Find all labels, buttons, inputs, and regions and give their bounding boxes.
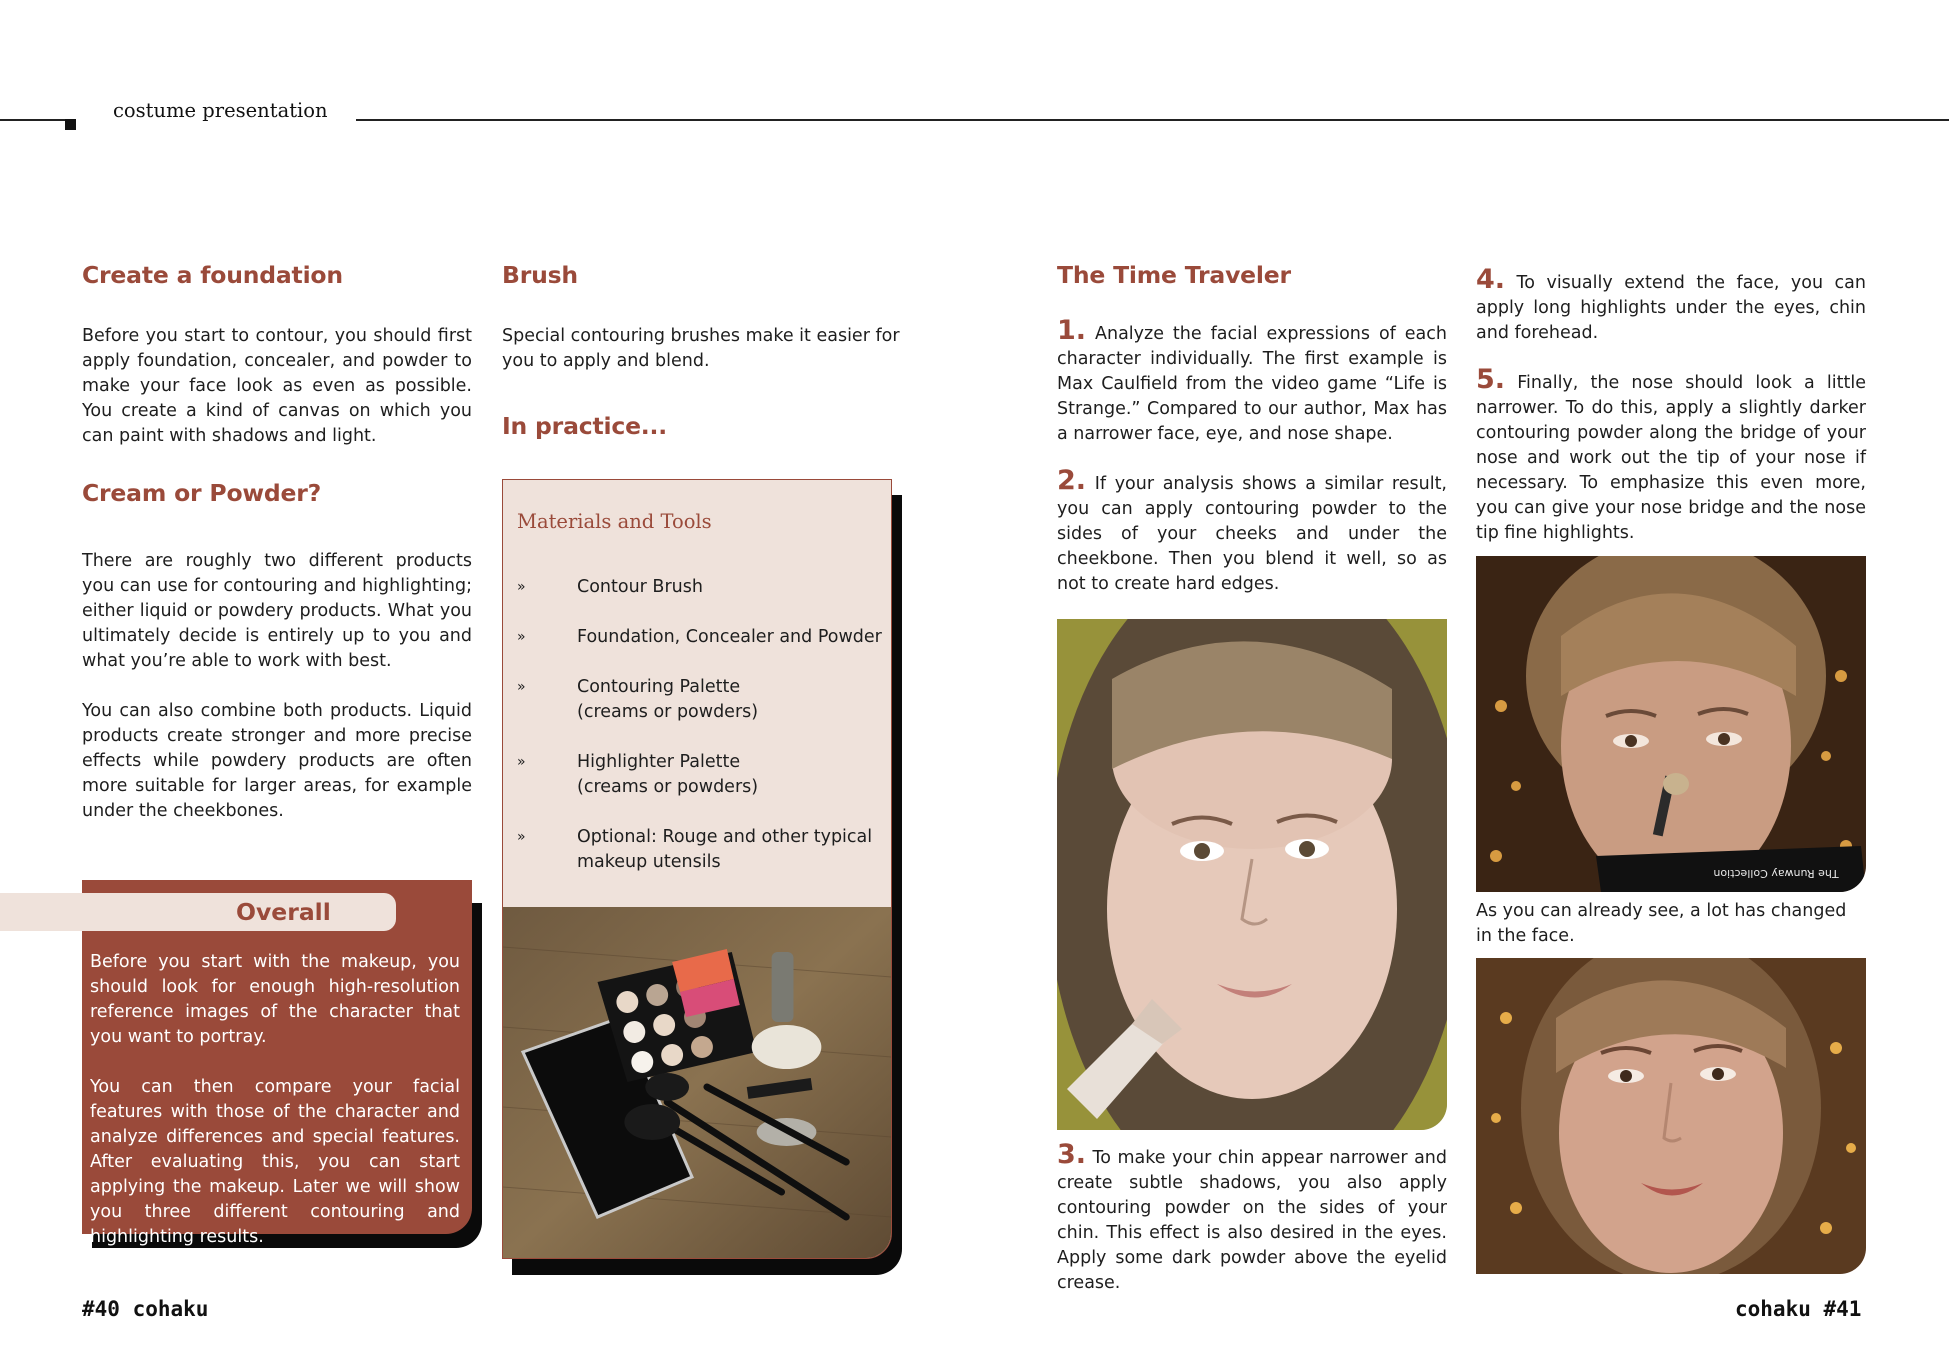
cream-powder-text-2: You can also combine both products. Liquid products create stronger and more precise effects while powdery products are often more suitable for larger areas, for example under the cheekbones. <box>82 701 472 821</box>
step-number: 4. <box>1476 264 1506 295</box>
cream-powder-heading: Cream or Powder? <box>82 479 322 507</box>
step-4 <box>1476 264 1866 346</box>
page-number-right: cohaku #41 <box>1735 1297 1862 1321</box>
page-number-left: #40 cohaku <box>82 1297 209 1321</box>
materials-item-text: Optional: Rouge and other typical <box>577 827 873 847</box>
step-text: Finally, the nose should look a little narrower. To do this, apply a slightly darker contouring powder along the bridge of your nose and work out the tip of your nose if necessary. To emphasize this even more, you can give your nose bridge and the nose tip fine highlights. <box>1476 373 1866 543</box>
step-number: 1. <box>1057 315 1087 346</box>
step-text: Analyze the facial expressions of each character individually. The first example is Max Caulfield from the video game “Life is Strange.” Compared to our author, Max has a narrower face, eye, and nose shape. <box>1057 324 1447 444</box>
brush-heading: Brush <box>502 261 578 289</box>
overall-text-2: You can then compare your facial features with those of the character and analyze differences and special features. After evaluating this, you can start applying the makeup. Later we will show you three different contouring and highlighting results. <box>90 1077 460 1247</box>
section-label: costume presentation <box>113 99 328 122</box>
in-practice-heading: In practice... <box>502 412 667 440</box>
materials-item-text: Contour Brush <box>577 577 703 597</box>
header-rule-right <box>356 119 1949 121</box>
step-3 <box>1057 1139 1447 1296</box>
step-number: 3. <box>1057 1139 1087 1170</box>
overall-heading: Overall <box>236 898 331 926</box>
bullet-icon: » <box>517 829 526 845</box>
materials-item-text: Contouring Palette <box>577 677 741 697</box>
materials-item-text: Foundation, Concealer and Powder <box>577 627 882 647</box>
step-text: If your analysis shows a similar result, you can apply contouring powder to the sides of your cheeks and under the cheekbone. Then you blend it well, so as not to create hard edges. <box>1057 474 1447 594</box>
bullet-icon: » <box>517 679 526 695</box>
materials-title: Materials and Tools <box>517 510 712 533</box>
face-photo-brush-image <box>1057 619 1447 1130</box>
materials-box <box>502 479 892 1259</box>
face-photo-brush <box>1057 619 1447 1130</box>
step-5 <box>1476 364 1866 546</box>
materials-item-subtext: (creams or powders) <box>577 702 759 722</box>
step-2 <box>1057 465 1447 597</box>
time-traveler-heading: The Time Traveler <box>1057 261 1291 289</box>
face-photo-nose <box>1476 556 1866 892</box>
overall-text-1: Before you start with the makeup, you should look for enough high-resolution reference images of the character that you want to portray. <box>90 952 460 1047</box>
materials-item-text: Highlighter Palette <box>577 752 741 772</box>
overall-box <box>82 880 472 1247</box>
materials-item-subtext: makeup utensils <box>577 852 721 872</box>
foundation-text: Before you start to contour, you should first apply foundation, concealer, and powder to make your face look as even as possible. You create a kind of canvas on which you can paint with shadows and light. <box>82 326 472 446</box>
step-number: 2. <box>1057 465 1087 496</box>
bullet-icon: » <box>517 754 526 770</box>
overall-tab <box>0 893 396 931</box>
bullet-icon: » <box>517 579 526 595</box>
face-photo-nose-image <box>1476 556 1866 892</box>
step-number: 5. <box>1476 364 1506 395</box>
makeup-tools-photo <box>503 907 891 1259</box>
materials-item-subtext: (creams or powders) <box>577 777 759 797</box>
foundation-heading: Create a foundation <box>82 261 343 289</box>
palette-label: The Runway Collection <box>1713 867 1839 880</box>
header-marker <box>65 119 76 130</box>
step-text: To make your chin appear narrower and create subtle shadows, you also apply contouring powder on the sides of your chin. This effect is also desired in the eyes. Apply some dark powder above the eyelid crease. <box>1057 1148 1447 1293</box>
face-photo-result-image <box>1476 958 1866 1274</box>
step-1 <box>1057 315 1447 447</box>
brush-text: Special contouring brushes make it easier for you to apply and blend. <box>502 326 900 371</box>
photo-caption: As you can already see, a lot has changed in the face. <box>1476 901 1847 946</box>
bullet-icon: » <box>517 629 526 645</box>
face-photo-result <box>1476 958 1866 1274</box>
cream-powder-text-1: There are roughly two different products you can use for contouring and highlighting; either liquid or powdery products. What you ultimately decide is entirely up to you and what you’re able to work with best. <box>82 551 472 671</box>
header-rule-left <box>0 119 72 121</box>
step-text: To visually extend the face, you can apply long highlights under the eyes, chin and forehead. <box>1476 273 1866 343</box>
